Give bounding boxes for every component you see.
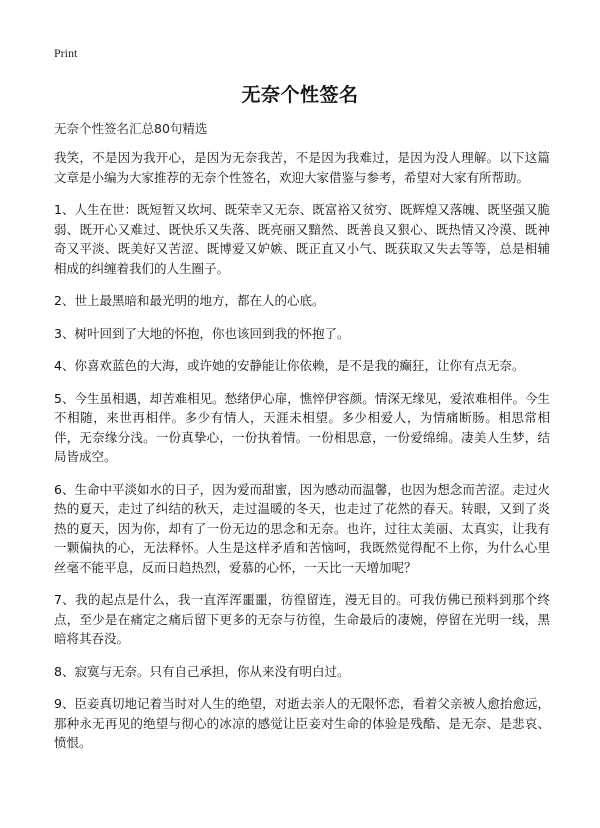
list-item: 9、臣妾真切地记着当时对人生的绝望，对逝去亲人的无限怀恋，看着父亲被人愈抬愈远，那种永无再见的绝望与彻心的冰凉的感觉让臣妾对生命的体验是残酷、是无奈、是悲哀、愤恨。 [54,696,550,750]
list-item: 8、寂寞与无奈。只有自己承担，你从来没有明白过。 [54,663,350,679]
list-item: 2、世上最黑暗和最光明的地方，都在人的心底。 [54,293,325,308]
list-item: 5、今生虽相遇，却苦难相见。愁绪伊心扉，憔悴伊容颜。情深无缘见，爱浓难相伴。今生不相随，来世再相伴。多少有情人，天涯未相望。多少相爱人，为情痛断肠。相思常相伴，无奈缘分浅。一份真挚心，一份执着情。一份相思意，一份爱绵绵。凄美人生梦，结局皆成空。 [54,390,550,464]
list-item: 7、我的起点是什么，我一直浑浑噩噩，彷徨留连，漫无目的。可我仿佛已预料到那个终点，至少是在痛定之痛后留下更多的无奈与彷徨，生命最后的凄婉，停留在光明一线，黑暗将其吞没。 [54,592,550,646]
list-item: 6、生命中平淡如水的日子，因为爱而甜蜜，因为感动而温馨，也因为想念而苦涩。走过火热的夏天，走过了纠结的秋天，走过温暖的冬天，也走过了花然的春天。转眼，又到了炎热的夏天，因为你，却有了一份无边的思念和无奈。也许，过往太美丽、太真实，让我有一颗偏执的心，无法释怀。人生是这样矛盾和苦恼呵，我既然觉得配不上你，为什么心里丝毫不能平息，反而日趋热烈，爱慕的心怀，一天比一天增加呢？ [54,481,550,575]
intro-paragraph: 我笑，不是因为我开心，是因为无奈我苦，不是因为我难过，是因为没人理解。以下这篇文章是小编为大家推荐的无奈个性签名，欢迎大家借鉴与参考，希望对大家有所帮助。 [54,150,550,185]
document-subtitle: 无奈个性签名汇总80句精选 [54,121,208,136]
list-item: 4、你喜欢蓝色的大海，或许她的安静能让你依赖，是不是我的癫狂，让你有点无奈。 [54,358,525,373]
list-item: 1、人生在世：既短暂又坎坷、既荣幸又无奈、既富裕又贫穷、既辉煌又落魄、既坚强又脆弱、既开心又难过、既快乐又失落、既亮丽又黯然、既善良又狠心、既热情又冷漠、既神奇又平淡、既美好又苦涩、既博爱又妒嫉、既正直又小气、既获取又失去等等，总是相辅相成的纠缠着我们的人生圈子。 [54,202,550,276]
document-title: 无奈个性签名 [241,84,359,106]
list-item: 3、树叶回到了大地的怀抱，你也该回到我的怀抱了。 [54,325,350,341]
document-body [54,148,550,766]
print-link[interactable]: Print [54,46,78,60]
